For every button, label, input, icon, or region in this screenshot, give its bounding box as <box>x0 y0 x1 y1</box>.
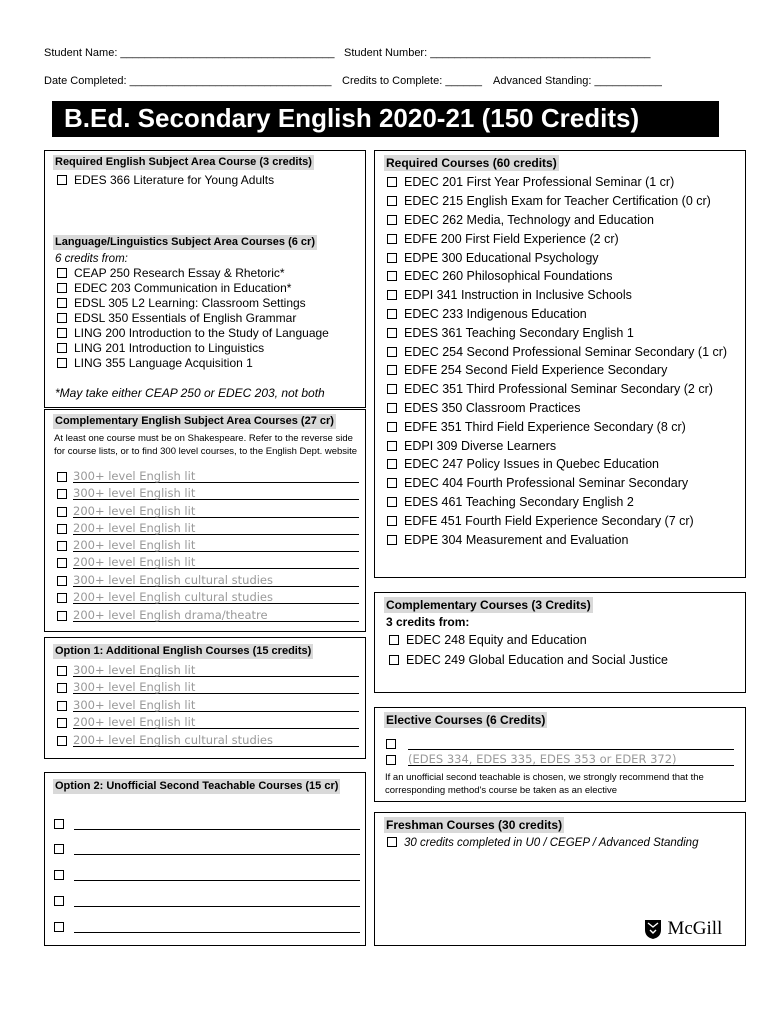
checkbox[interactable] <box>57 736 67 746</box>
checkbox[interactable] <box>387 215 397 225</box>
complementary-courses-sub: 3 credits from: <box>386 615 470 629</box>
freshman-heading: Freshman Courses (30 credits) <box>386 818 563 832</box>
required-course-item[interactable]: EDFE 254 Second Field Experience Secondary <box>387 361 667 379</box>
checkbox[interactable] <box>57 472 67 482</box>
language-item[interactable]: CEAP 250 Research Essay & Rhetoric* <box>57 266 285 281</box>
option1-line[interactable]: 300+ level English lit <box>57 698 359 714</box>
mcgill-crest-icon <box>643 918 663 940</box>
checkbox[interactable] <box>387 516 397 526</box>
checkbox[interactable] <box>387 459 397 469</box>
elective-line[interactable] <box>386 736 734 752</box>
checkbox[interactable] <box>57 558 67 568</box>
option1-line[interactable]: 300+ level English lit <box>57 663 359 679</box>
elective-box <box>374 707 746 802</box>
checkbox[interactable] <box>389 635 399 645</box>
checkbox[interactable] <box>387 478 397 488</box>
required-course-item[interactable]: EDEC 254 Second Professional Seminar Secondary (1 cr) <box>387 343 727 361</box>
option2-box <box>44 772 366 946</box>
checkbox[interactable] <box>57 298 67 308</box>
required-course-item[interactable]: EDEC 262 Media, Technology and Education <box>387 211 654 229</box>
language-item[interactable]: LING 355 Language Acquisition 1 <box>57 356 253 371</box>
language-note: *May take either CEAP 250 or EDEC 203, not both <box>55 386 325 400</box>
language-heading: Language/Linguistics Subject Area Courses (6 cr) <box>55 236 315 248</box>
complementary-courses-box <box>374 592 746 693</box>
option2-line[interactable] <box>54 919 360 935</box>
complementary-course-item[interactable]: EDEC 249 Global Education and Social Justice <box>389 651 668 669</box>
complementary-line[interactable]: 200+ level English lit <box>57 538 359 554</box>
option1-line[interactable]: 200+ level English cultural studies <box>57 733 359 749</box>
checkbox[interactable] <box>387 234 397 244</box>
language-item[interactable]: LING 201 Introduction to Linguistics <box>57 341 264 356</box>
required-english-heading: Required English Subject Area Course (3 credits) <box>55 156 312 168</box>
elective-line[interactable]: (EDES 334, EDES 335, EDES 353 or EDER 372) <box>386 752 734 768</box>
credits-to-complete-field[interactable]: Credits to Complete: ______ <box>342 75 483 87</box>
checkbox[interactable] <box>389 655 399 665</box>
checkbox[interactable] <box>387 837 397 847</box>
required-course-item[interactable]: EDES 361 Teaching Secondary English 1 <box>387 324 634 342</box>
checkbox[interactable] <box>387 328 397 338</box>
complementary-line[interactable]: 200+ level English lit <box>57 521 359 537</box>
checkbox[interactable] <box>387 309 397 319</box>
checkbox[interactable] <box>386 739 396 749</box>
checkbox[interactable] <box>57 268 67 278</box>
checkbox[interactable] <box>387 497 397 507</box>
required-course-item[interactable]: EDPI 309 Diverse Learners <box>387 437 556 455</box>
mcgill-wordmark: McGill <box>667 918 723 939</box>
mcgill-logo <box>643 918 722 940</box>
elective-note: If an unofficial second teachable is chosen, we strongly recommend that the corresponding method's course be taken as an elective <box>385 772 704 796</box>
required-course-item[interactable]: EDEC 233 Indigenous Education <box>387 305 587 323</box>
checkbox[interactable] <box>387 535 397 545</box>
checkbox[interactable] <box>57 611 67 621</box>
checkbox[interactable] <box>57 489 67 499</box>
option2-line[interactable] <box>54 816 360 832</box>
language-item[interactable]: LING 200 Introduction to the Study of Language <box>57 326 329 341</box>
date-completed-field[interactable]: Date Completed: _________________________________ <box>44 75 332 87</box>
checkbox[interactable] <box>57 593 67 603</box>
language-item[interactable]: EDSL 305 L2 Learning: Classroom Settings <box>57 296 306 311</box>
checkbox[interactable] <box>386 755 396 765</box>
checkbox[interactable] <box>54 844 64 854</box>
language-item[interactable]: EDSL 350 Essentials of English Grammar <box>57 311 296 326</box>
checkbox[interactable] <box>57 701 67 711</box>
advanced-standing-field[interactable]: Advanced Standing: ___________ <box>493 75 662 87</box>
freshman-box <box>374 812 746 946</box>
checkbox[interactable] <box>387 441 397 451</box>
title-bar <box>52 101 719 137</box>
complementary-english-note: At least one course must be on Shakespeare. Refer to the reverse side for course lists, or to find 300 level courses, to the English Dept. website <box>54 433 358 457</box>
student-name-field[interactable]: Student Name: ___________________________________ <box>44 47 335 59</box>
complementary-line[interactable]: 200+ level English drama/theatre <box>57 608 359 624</box>
checkbox[interactable] <box>57 343 67 353</box>
student-number-field[interactable]: Student Number: ____________________________________ <box>344 47 651 59</box>
checkbox[interactable] <box>387 290 397 300</box>
required-course-item[interactable]: EDES 350 Classroom Practices <box>387 399 580 417</box>
required-english-item[interactable]: EDES 366 Literature for Young Adults <box>57 173 274 188</box>
complementary-line[interactable]: 300+ level English lit <box>57 486 359 502</box>
required-course-item[interactable]: EDEC 215 English Exam for Teacher Certification (0 cr) <box>387 192 711 210</box>
checkbox[interactable] <box>57 507 67 517</box>
checkbox[interactable] <box>57 175 67 185</box>
required-course-item[interactable]: EDES 461 Teaching Secondary English 2 <box>387 493 634 511</box>
required-course-item[interactable]: EDPE 300 Educational Psychology <box>387 249 599 267</box>
required-course-item[interactable]: EDEC 351 Third Professional Seminar Secondary (2 cr) <box>387 380 713 398</box>
language-item[interactable]: EDEC 203 Communication in Education* <box>57 281 291 296</box>
checkbox[interactable] <box>54 819 64 829</box>
checkbox[interactable] <box>54 896 64 906</box>
checkbox[interactable] <box>57 541 67 551</box>
checkbox[interactable] <box>387 253 397 263</box>
checkbox[interactable] <box>57 718 67 728</box>
checkbox[interactable] <box>57 683 67 693</box>
complementary-line[interactable]: 300+ level English cultural studies <box>57 573 359 589</box>
complementary-line[interactable]: 300+ level English lit <box>57 469 359 485</box>
option2-line[interactable] <box>54 893 360 909</box>
required-course-item[interactable]: EDEC 404 Fourth Professional Seminar Secondary <box>387 474 688 492</box>
elective-heading: Elective Courses (6 Credits) <box>386 713 546 727</box>
language-sub: 6 credits from: <box>55 253 128 265</box>
checkbox[interactable] <box>57 283 67 293</box>
required-course-item[interactable]: EDFE 451 Fourth Field Experience Secondary (7 cr) <box>387 512 694 530</box>
checkbox[interactable] <box>387 365 397 375</box>
required-course-item[interactable]: EDPI 341 Instruction in Inclusive Schools <box>387 286 632 304</box>
checkbox[interactable] <box>57 313 67 323</box>
required-course-item[interactable]: EDFE 200 First Field Experience (2 cr) <box>387 230 619 248</box>
complementary-line[interactable]: 200+ level English cultural studies <box>57 590 359 606</box>
checkbox[interactable] <box>387 271 397 281</box>
freshman-item[interactable]: 30 credits completed in U0 / CEGEP / Advanced Standing <box>387 836 698 851</box>
checkbox[interactable] <box>57 358 67 368</box>
checkbox[interactable] <box>387 384 397 394</box>
required-course-item[interactable]: EDEC 201 First Year Professional Seminar (1 cr) <box>387 173 674 191</box>
checkbox[interactable] <box>57 328 67 338</box>
checkbox[interactable] <box>57 666 67 676</box>
option1-line[interactable]: 300+ level English lit <box>57 680 359 696</box>
required-course-item[interactable]: EDPE 304 Measurement and Evaluation <box>387 531 628 549</box>
complementary-line[interactable]: 200+ level English lit <box>57 555 359 571</box>
checkbox[interactable] <box>387 196 397 206</box>
option2-line[interactable] <box>54 841 360 857</box>
required-english-box <box>44 150 366 408</box>
option1-heading: Option 1: Additional English Courses (15 credits) <box>55 645 312 657</box>
required-course-item[interactable]: EDEC 247 Policy Issues in Quebec Education <box>387 455 659 473</box>
option2-heading: Option 2: Unofficial Second Teachable Courses (15 cr) <box>55 780 339 792</box>
checkbox[interactable] <box>387 403 397 413</box>
complementary-line[interactable]: 200+ level English lit <box>57 504 359 520</box>
complementary-english-box <box>44 409 366 632</box>
option1-box <box>44 637 366 759</box>
option1-line[interactable]: 200+ level English lit <box>57 715 359 731</box>
checkbox[interactable] <box>387 347 397 357</box>
required-courses-heading: Required Courses (60 credits) <box>386 156 557 170</box>
checkbox[interactable] <box>387 422 397 432</box>
checkbox[interactable] <box>57 524 67 534</box>
page-title: B.Ed. Secondary English 2020-21 (150 Credits) <box>64 103 640 133</box>
required-course-item[interactable]: EDEC 260 Philosophical Foundations <box>387 267 612 285</box>
complementary-english-heading: Complementary English Subject Area Courses (27 cr) <box>55 415 334 427</box>
checkbox[interactable] <box>387 177 397 187</box>
complementary-course-item[interactable]: EDEC 248 Equity and Education <box>389 631 587 649</box>
checkbox[interactable] <box>54 922 64 932</box>
required-courses-box <box>374 150 746 578</box>
required-course-item[interactable]: EDFE 351 Third Field Experience Secondary (8 cr) <box>387 418 686 436</box>
option2-line[interactable] <box>54 867 360 883</box>
checkbox[interactable] <box>57 576 67 586</box>
checkbox[interactable] <box>54 870 64 880</box>
complementary-courses-heading: Complementary Courses (3 Credits) <box>386 598 591 612</box>
